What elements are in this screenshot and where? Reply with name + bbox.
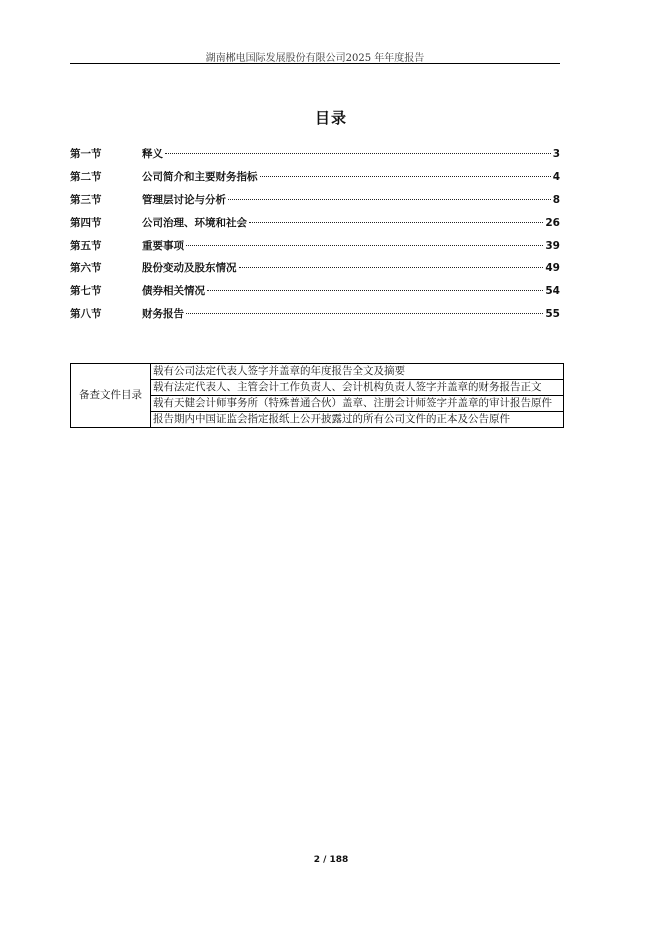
- toc-section-title: 股份变动及股东情况: [142, 262, 237, 275]
- toc-section-title: 管理层讨论与分析: [142, 193, 226, 206]
- toc-entry[interactable]: [70, 146, 560, 169]
- toc-entry[interactable]: [70, 260, 560, 283]
- toc-section-title: 债券相关情况: [142, 285, 205, 298]
- toc-leader-dots: [186, 245, 543, 246]
- table-row: [71, 364, 564, 380]
- toc-section-number: 第一节: [70, 148, 102, 160]
- toc-leader-dots: [186, 313, 543, 314]
- page-number: 2 / 188: [313, 855, 349, 865]
- toc-entry[interactable]: [70, 169, 560, 192]
- toc-section-title: 重要事项: [142, 239, 184, 252]
- page-title: 目录: [314, 109, 347, 127]
- reference-file-item: 载有天健会计师事务所（特殊普通合伙）盖章、注册会计师签字并盖章的审计报告原件: [151, 396, 564, 412]
- toc-leader-dots: [165, 153, 551, 154]
- toc-section-number: 第二节: [70, 170, 102, 183]
- toc-leader-dots: [228, 199, 551, 200]
- toc-section-number: 第六节: [70, 262, 102, 275]
- toc-entry[interactable]: [70, 215, 560, 238]
- toc-page-number: 39: [545, 239, 560, 252]
- toc-page-number: 8: [552, 193, 560, 206]
- header-divider: [70, 63, 560, 64]
- toc-section-title: 财务报告: [142, 308, 184, 321]
- toc-section-title: 公司治理、环境和社会: [142, 216, 247, 229]
- reference-file-item: 载有公司法定代表人签字并盖章的年度报告全文及摘要: [151, 364, 564, 380]
- toc-entry[interactable]: [70, 306, 560, 329]
- toc-leader-dots: [239, 267, 544, 268]
- toc-section-number: 第八节: [70, 308, 102, 321]
- toc-entry[interactable]: [70, 283, 560, 306]
- toc-section-number: 第四节: [70, 216, 102, 229]
- toc-leader-dots: [249, 222, 543, 223]
- toc-page-number: 4: [552, 170, 560, 183]
- toc-section-number: 第七节: [70, 285, 102, 298]
- toc-entry[interactable]: [70, 238, 560, 261]
- toc-page-number: 55: [545, 308, 560, 321]
- toc-leader-dots: [207, 290, 543, 291]
- table-of-contents: [70, 146, 560, 329]
- toc-leader-dots: [260, 176, 551, 177]
- reference-files-table: [70, 363, 564, 428]
- toc-entry[interactable]: [70, 192, 560, 215]
- toc-section-number: 第五节: [70, 239, 102, 252]
- reference-files-label: 备查文件目录: [71, 364, 151, 428]
- toc-section-title: 公司简介和主要财务指标: [142, 170, 258, 183]
- toc-page-number: 54: [545, 285, 560, 298]
- reference-file-item: 载有法定代表人、主管会计工作负责人、会计机构负责人签字并盖章的财务报告正文: [151, 380, 564, 396]
- toc-page-number: 26: [545, 216, 560, 229]
- toc-page-number: 3: [552, 148, 560, 160]
- toc-section-number: 第三节: [70, 193, 102, 206]
- reference-file-item: 报告期内中国证监会指定报纸上公开披露过的所有公司文件的正本及公告原件: [151, 412, 564, 428]
- toc-page-number: 49: [545, 262, 560, 275]
- page-header: 湖南郴电国际发展股份有限公司2025 年年度报告: [205, 53, 425, 64]
- toc-section-title: 释义: [142, 148, 163, 160]
